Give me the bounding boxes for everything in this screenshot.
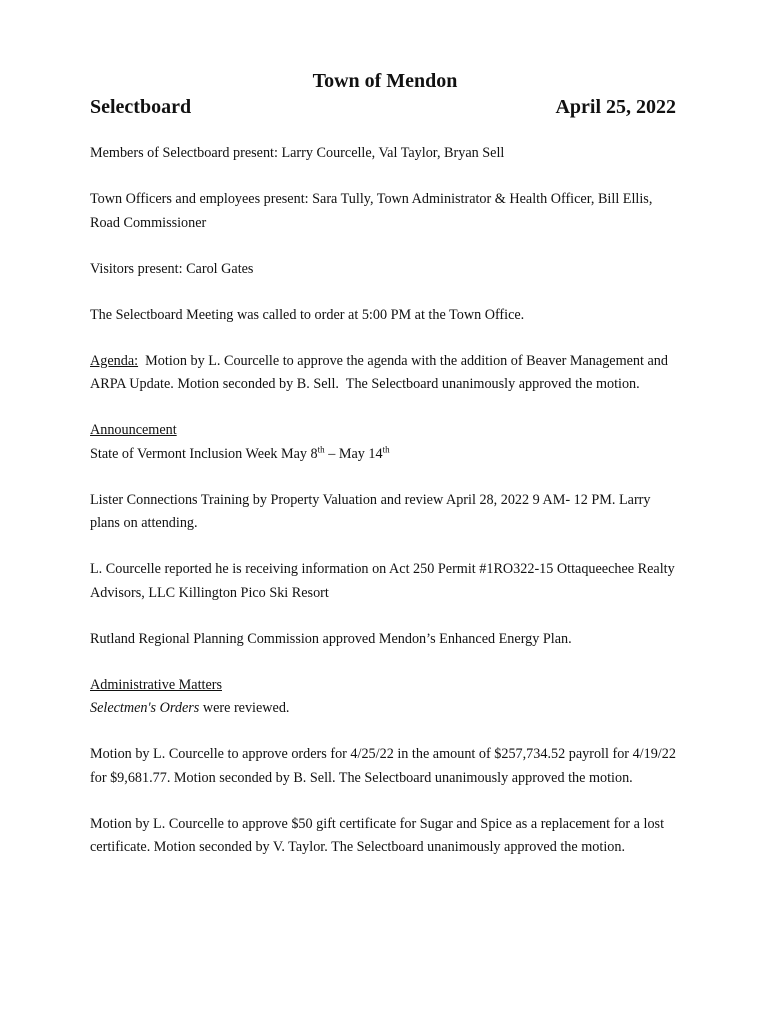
visitors-present: Visitors present: Carol Gates xyxy=(90,260,254,277)
agenda-heading: Agenda: xyxy=(90,352,139,369)
call-to-order: The Selectboard Meeting was called to order at 5:00 PM at the Town Office. xyxy=(90,306,525,323)
announcement-heading: Announcement xyxy=(90,422,177,438)
energy-plan: Rutland Regional Planning Commission approved Mendon’s Enhanced Energy Plan. xyxy=(90,630,572,647)
inclusion-week-start: State of Vermont Inclusion Week May 8 xyxy=(90,445,318,462)
members-present: Members of Selectboard present: Larry Courcelle, Val Taylor, Bryan Sell xyxy=(90,145,505,161)
act-250-report: L. Courcelle reported he is receiving information on Act 250 Permit #1RO322-15 Ottaqueechee Realty Advisors, LLC Killington Pico Ski Resort xyxy=(90,561,675,601)
meeting-date: April 25, 2022 xyxy=(555,96,676,118)
minutes-page xyxy=(90,68,680,860)
inclusion-week-end: – May 14 xyxy=(324,445,383,462)
orders-italic: Selectmen's Orders xyxy=(90,700,200,716)
motion-orders: Motion by L. Courcelle to approve orders for 4/25/22 in the amount of $257,734.52 payroll for 4/19/22 for $9,681.77. Motion seconded by B. Sell. The Selectboard unanimously approved the motion. xyxy=(90,746,676,786)
agenda-paragraph xyxy=(90,350,680,397)
ordinal-suffix: th xyxy=(382,443,390,454)
selectmen-orders xyxy=(90,697,680,721)
orders-rest: were reviewed. xyxy=(199,700,290,716)
officers-present: Town Officers and employees present: Sara Tully, Town Administrator & Health Officer, Bill Ellis, Road Commissioner xyxy=(90,191,653,231)
agenda-text: Motion by L. Courcelle to approve the agenda with the addition of Beaver Management and ARPA Update. Motion seconded by B. Sell. The Selectboard unanimously approved the motion. xyxy=(90,352,671,392)
town-title: Town of Mendon xyxy=(312,70,458,92)
inclusion-week xyxy=(90,443,680,467)
board-name: Selectboard xyxy=(90,96,192,118)
ordinal-suffix: th xyxy=(317,443,325,454)
lister-training: Lister Connections Training by Property Valuation and review April 28, 2022 9 AM- 12 PM. Larry plans on attending. xyxy=(90,491,651,531)
header-row xyxy=(90,94,680,120)
motion-gift-certificate: Motion by L. Courcelle to approve $50 gift certificate for Sugar and Spice as a replacement for a lost certificate. Motion seconded by V. Taylor. The Selectboard unanimously approved the motion. xyxy=(90,815,665,855)
admin-heading: Administrative Matters xyxy=(90,676,222,693)
